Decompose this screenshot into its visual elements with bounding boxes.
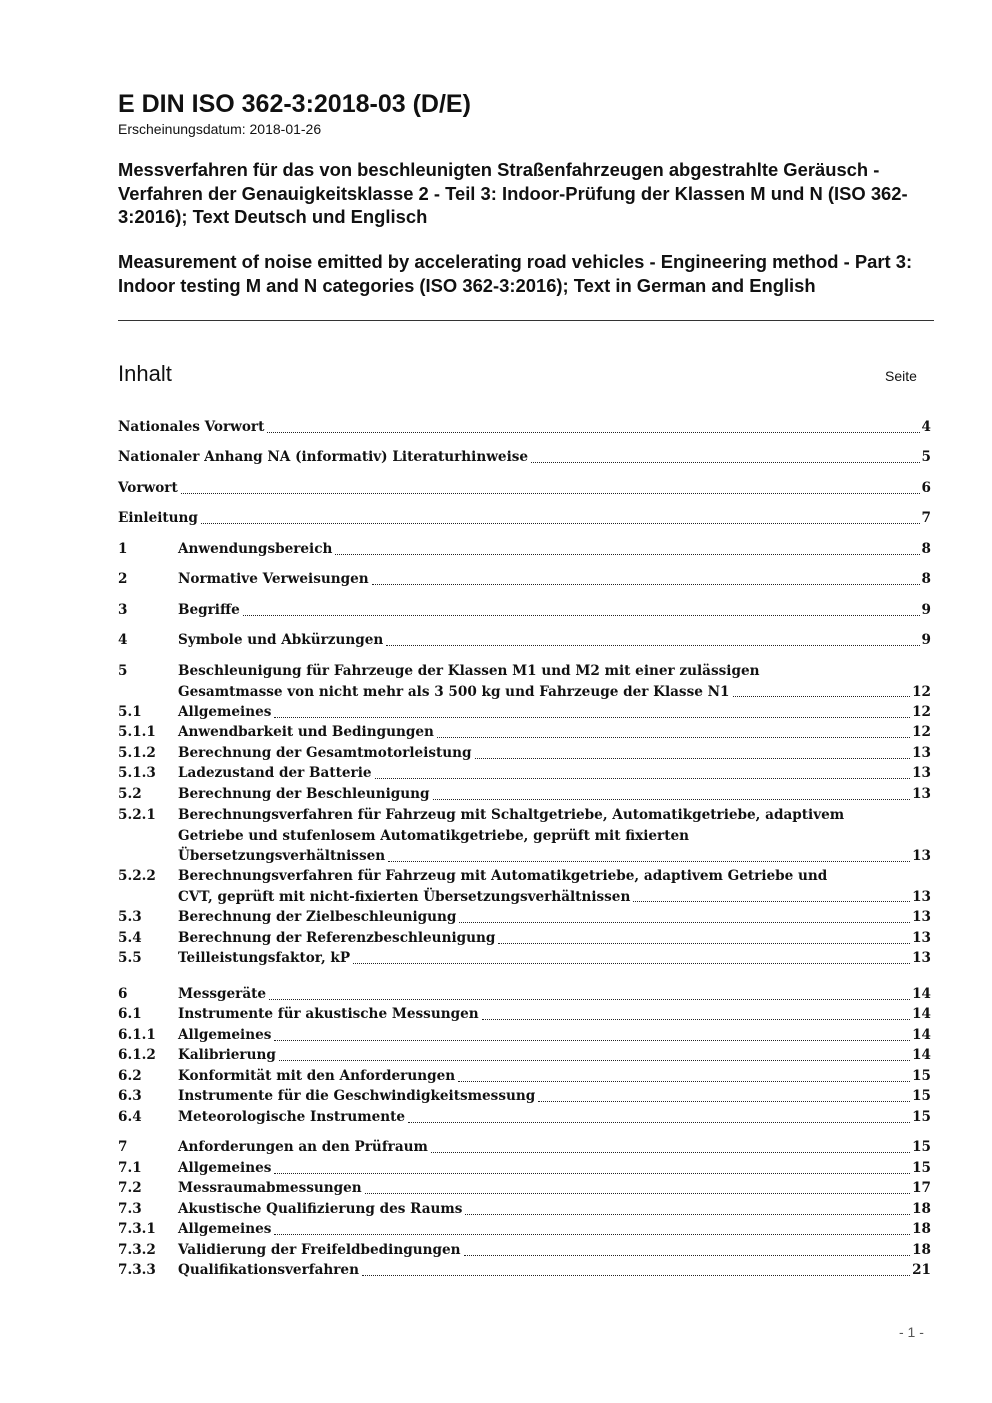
toc-dot-leader — [408, 1122, 910, 1123]
toc-entry[interactable] — [118, 1066, 931, 1087]
toc-dot-leader — [274, 1173, 910, 1174]
toc-entry-page: 9 — [921, 632, 931, 648]
toc-entry-page: 12 — [912, 683, 931, 700]
toc-entry[interactable] — [118, 1219, 931, 1240]
toc-entry-page: 13 — [912, 786, 931, 802]
toc-entry-title: Nationaler Anhang NA (informativ) Literaturhinweise — [118, 449, 529, 465]
toc-entry-page: 13 — [912, 930, 931, 946]
toc-entry-page: 14 — [912, 1047, 931, 1063]
toc-entry-number: 5 — [118, 663, 128, 679]
toc-entry[interactable] — [118, 508, 931, 529]
toc-entry[interactable] — [118, 866, 931, 907]
toc-entry-page: 18 — [912, 1201, 931, 1217]
toc-entry-title: Berechnungsverfahren für Fahrzeug mit Automatikgetriebe, adaptivem Getriebe und — [178, 868, 828, 884]
toc-entry-number: 1 — [118, 541, 128, 557]
toc-entry-page: 13 — [912, 848, 931, 864]
toc-entry-number: 6.3 — [118, 1088, 142, 1104]
toc-entry[interactable] — [118, 569, 931, 590]
toc-entry[interactable] — [118, 1086, 931, 1107]
toc-entry-title: Akustische Qualifizierung des Raums — [178, 1201, 463, 1217]
toc-entry-title: Meteorologische Instrumente — [178, 1109, 406, 1125]
toc-entry-page: 12 — [912, 704, 931, 720]
toc-entry[interactable] — [118, 907, 931, 928]
toc-entry-page: 15 — [912, 1068, 931, 1084]
toc-entry-page: 6 — [921, 480, 931, 496]
toc-entry-title: Berechnung der Beschleunigung — [178, 786, 430, 802]
toc-entry-title: Übersetzungsverhältnissen — [178, 848, 386, 864]
toc-entry-number: 5.1 — [118, 704, 142, 720]
toc-entry-number: 7.2 — [118, 1180, 142, 1196]
toc-entry-page: 15 — [912, 1088, 931, 1104]
toc-entry-title: Berechnung der Zielbeschleunigung — [178, 909, 457, 925]
publication-date: Erscheinungsdatum: 2018-01-26 — [118, 121, 322, 137]
toc-dot-leader — [464, 1255, 911, 1256]
toc-entry-page: 9 — [921, 602, 931, 618]
toc-entry-title: Validierung der Freifeldbedingungen — [178, 1242, 461, 1258]
toc-entry-page: 13 — [912, 765, 931, 781]
toc-entry[interactable] — [118, 417, 931, 438]
toc-dot-leader — [465, 1214, 910, 1215]
toc-entry-number: 5.2.2 — [118, 868, 156, 884]
toc-entry[interactable] — [118, 784, 931, 805]
toc-dot-leader — [274, 1234, 910, 1235]
toc-entry-title: Messgeräte — [178, 986, 267, 1002]
toc-entry[interactable] — [118, 805, 931, 867]
toc-entry[interactable] — [118, 1004, 931, 1025]
toc-entry-title: Teilleistungsfaktor, kP — [178, 950, 351, 966]
toc-entry[interactable] — [118, 743, 931, 764]
toc-entry-number: 3 — [118, 602, 128, 618]
toc-entry[interactable] — [118, 722, 931, 743]
toc-entry-title: Instrumente für die Geschwindigkeitsmessung — [178, 1088, 536, 1104]
toc-entry-title: Beschleunigung für Fahrzeuge der Klassen M1 und M2 mit einer zulässigen — [178, 663, 760, 679]
title-english: Measurement of noise emitted by accelerating road vehicles - Engineering method - Part 3: Indoor testing M and N categories (ISO 362-3:2016); Text in German and English — [118, 251, 913, 296]
toc-heading: Inhalt — [118, 361, 172, 386]
toc-entry[interactable] — [118, 447, 931, 468]
toc-dot-leader — [431, 1152, 910, 1153]
toc-entry-title: Berechnung der Gesamtmotorleistung — [178, 745, 472, 761]
toc-entry-page: 15 — [912, 1160, 931, 1176]
toc-entry-title: Berechnung der Referenzbeschleunigung — [178, 930, 496, 946]
toc-entry-number: 7.3.2 — [118, 1242, 156, 1258]
toc-entry-title: Anwendungsbereich — [178, 541, 333, 557]
toc-entry-title: Instrumente für akustische Messungen — [178, 1006, 479, 1022]
toc-entry-number: 6.4 — [118, 1109, 142, 1125]
toc-dot-leader — [362, 1275, 910, 1276]
toc-dot-leader — [458, 1081, 910, 1082]
toc-dot-leader — [531, 462, 919, 463]
toc-entry-number: 7.3 — [118, 1201, 142, 1217]
toc-entry-number: 4 — [118, 632, 128, 648]
toc-entry-title: Messraumabmessungen — [178, 1180, 362, 1196]
toc-dot-leader — [243, 615, 920, 616]
page-number: - 1 - — [899, 1324, 924, 1340]
toc-entry[interactable] — [118, 1137, 931, 1158]
toc-entry[interactable] — [118, 1158, 931, 1179]
toc-entry-number: 6.1.2 — [118, 1047, 156, 1063]
toc-entry-title: Allgemeines — [178, 1027, 272, 1043]
toc-entry[interactable] — [118, 763, 931, 784]
toc-entry-page: 14 — [912, 986, 931, 1002]
toc-entry-number: 6.2 — [118, 1068, 142, 1084]
toc-dot-leader — [365, 1193, 910, 1194]
toc-dot-leader — [269, 999, 910, 1000]
toc-entry-number: 6.1 — [118, 1006, 142, 1022]
toc-entry-number: 7 — [118, 1139, 128, 1155]
toc-entry-title: Nationales Vorwort — [118, 419, 265, 435]
toc-entry[interactable] — [118, 1260, 931, 1281]
toc-dot-leader — [353, 963, 910, 964]
toc-entry-page: 13 — [912, 888, 931, 905]
toc-entry-page: 12 — [912, 724, 931, 740]
toc-entry-number: 2 — [118, 571, 128, 587]
toc-entry-title: Konformität mit den Anforderungen — [178, 1068, 456, 1084]
toc-entry[interactable] — [118, 1178, 931, 1199]
toc-entry-number: 7.3.3 — [118, 1262, 156, 1278]
toc-entry-title: Symbole und Abkürzungen — [178, 632, 384, 648]
toc-entry-number: 7.3.1 — [118, 1221, 156, 1237]
toc-entry-title: Qualifikationsverfahren — [178, 1262, 359, 1278]
toc-entry-page: 7 — [921, 510, 931, 526]
toc-entry-page: 14 — [912, 1006, 931, 1022]
toc-dot-leader — [279, 1060, 910, 1061]
toc-entry[interactable] — [118, 1025, 931, 1046]
toc-dot-leader — [181, 493, 920, 494]
toc-entry[interactable] — [118, 661, 931, 702]
toc-dot-leader — [372, 584, 920, 585]
toc-dot-leader — [482, 1019, 910, 1020]
toc-entry[interactable] — [118, 1199, 931, 1220]
toc-dot-leader — [433, 799, 911, 800]
toc-entry-title: Einleitung — [118, 510, 198, 526]
toc-dot-leader — [386, 645, 919, 646]
toc-entry-page: 15 — [912, 1109, 931, 1125]
toc-dot-leader — [388, 861, 910, 862]
toc-entry-page: 17 — [912, 1180, 931, 1196]
toc-entry-number: 6.1.1 — [118, 1027, 156, 1043]
toc-entry-title: Anforderungen an den Prüfraum — [178, 1139, 428, 1155]
toc-entry-number: 5.4 — [118, 930, 142, 946]
toc-entry-title: Vorwort — [118, 480, 178, 496]
toc-entry-title: Kalibrierung — [178, 1047, 276, 1063]
toc-entry-page: 21 — [912, 1262, 931, 1278]
toc-entry[interactable] — [118, 630, 931, 651]
toc-entry-page: 13 — [912, 950, 931, 966]
toc-entry-page: 18 — [912, 1221, 931, 1237]
toc-entry-page: 15 — [912, 1139, 931, 1155]
toc-entry-number: 5.3 — [118, 909, 142, 925]
toc-entry-number: 5.1.2 — [118, 745, 156, 761]
toc-entry-page: 8 — [921, 541, 931, 557]
toc-dot-leader — [201, 523, 920, 524]
toc-entry[interactable] — [118, 928, 931, 949]
toc-dot-leader — [274, 1040, 910, 1041]
toc-entry-title: Normative Verweisungen — [178, 571, 369, 587]
toc-entry-title: Allgemeines — [178, 1221, 272, 1237]
title-divider — [118, 320, 934, 321]
toc-page-column-label: Seite — [885, 368, 917, 384]
toc-entry-page: 8 — [921, 571, 931, 587]
toc-entry-number: 5.2 — [118, 786, 142, 802]
toc-entry[interactable] — [118, 984, 931, 1005]
toc-entry-title: Berechnungsverfahren für Fahrzeug mit Schaltgetriebe, Automatikgetriebe, adaptivem — [178, 807, 845, 823]
toc-entry-number: 6 — [118, 986, 128, 1002]
toc-entry-title: CVT, geprüft mit nicht-fixierten Übersetzungsverhältnissen — [178, 888, 631, 905]
toc-entry-number: 5.1.1 — [118, 724, 156, 740]
toc-entry-title: Getriebe und stufenlosem Automatikgetriebe, geprüft mit fixierten — [178, 827, 690, 844]
toc-dot-leader — [538, 1101, 910, 1102]
toc-entry[interactable] — [118, 1107, 931, 1128]
toc-entry-page: 4 — [921, 419, 931, 435]
toc-entry-number: 5.5 — [118, 950, 142, 966]
toc-entry-page: 13 — [912, 745, 931, 761]
toc-entry-number: 7.1 — [118, 1160, 142, 1176]
toc-dot-leader — [475, 758, 911, 759]
toc-entry[interactable] — [118, 478, 931, 499]
toc-entry-title: Ladezustand der Batterie — [178, 765, 372, 781]
toc-dot-leader — [335, 554, 919, 555]
toc-entry-number: 5.2.1 — [118, 807, 156, 823]
toc-entry-page: 14 — [912, 1027, 931, 1043]
toc-dot-leader — [733, 696, 911, 697]
toc-entry[interactable] — [118, 600, 931, 621]
toc-entry[interactable] — [118, 948, 931, 969]
toc-dot-leader — [375, 778, 911, 779]
toc-entry[interactable] — [118, 539, 931, 560]
toc-dot-leader — [437, 737, 910, 738]
toc-entry-page: 13 — [912, 909, 931, 925]
toc-entry[interactable] — [118, 1240, 931, 1261]
toc-entry-number: 5.1.3 — [118, 765, 156, 781]
toc-entry-title: Allgemeines — [178, 704, 272, 720]
title-german: Messverfahren für das von beschleunigten Straßenfahrzeugen abgestrahlte Geräusch - Verfahren der Genauigkeitsklasse 2 - Teil 3: Indoor-Prüfung der Klassen M und N (ISO 362-3:2016); Text Deutsch und Englisch — [118, 159, 908, 227]
toc-dot-leader — [274, 717, 910, 718]
toc-entry[interactable] — [118, 1045, 931, 1066]
toc-entry-title: Allgemeines — [178, 1160, 272, 1176]
toc-dot-leader — [459, 922, 910, 923]
toc-entry[interactable] — [118, 702, 931, 723]
toc-dot-leader — [498, 943, 910, 944]
toc-entry-page: 5 — [921, 449, 931, 465]
toc-entry-title: Gesamtmasse von nicht mehr als 3 500 kg und Fahrzeuge der Klasse N1 — [178, 683, 730, 700]
toc-entry-title: Begriffe — [178, 602, 240, 618]
toc-entry-title: Anwendbarkeit und Bedingungen — [178, 724, 434, 740]
toc-entry-page: 18 — [912, 1242, 931, 1258]
toc-dot-leader — [267, 432, 919, 433]
document-id: E DIN ISO 362-3:2018-03 (D/E) — [118, 90, 471, 118]
toc-dot-leader — [633, 901, 910, 902]
